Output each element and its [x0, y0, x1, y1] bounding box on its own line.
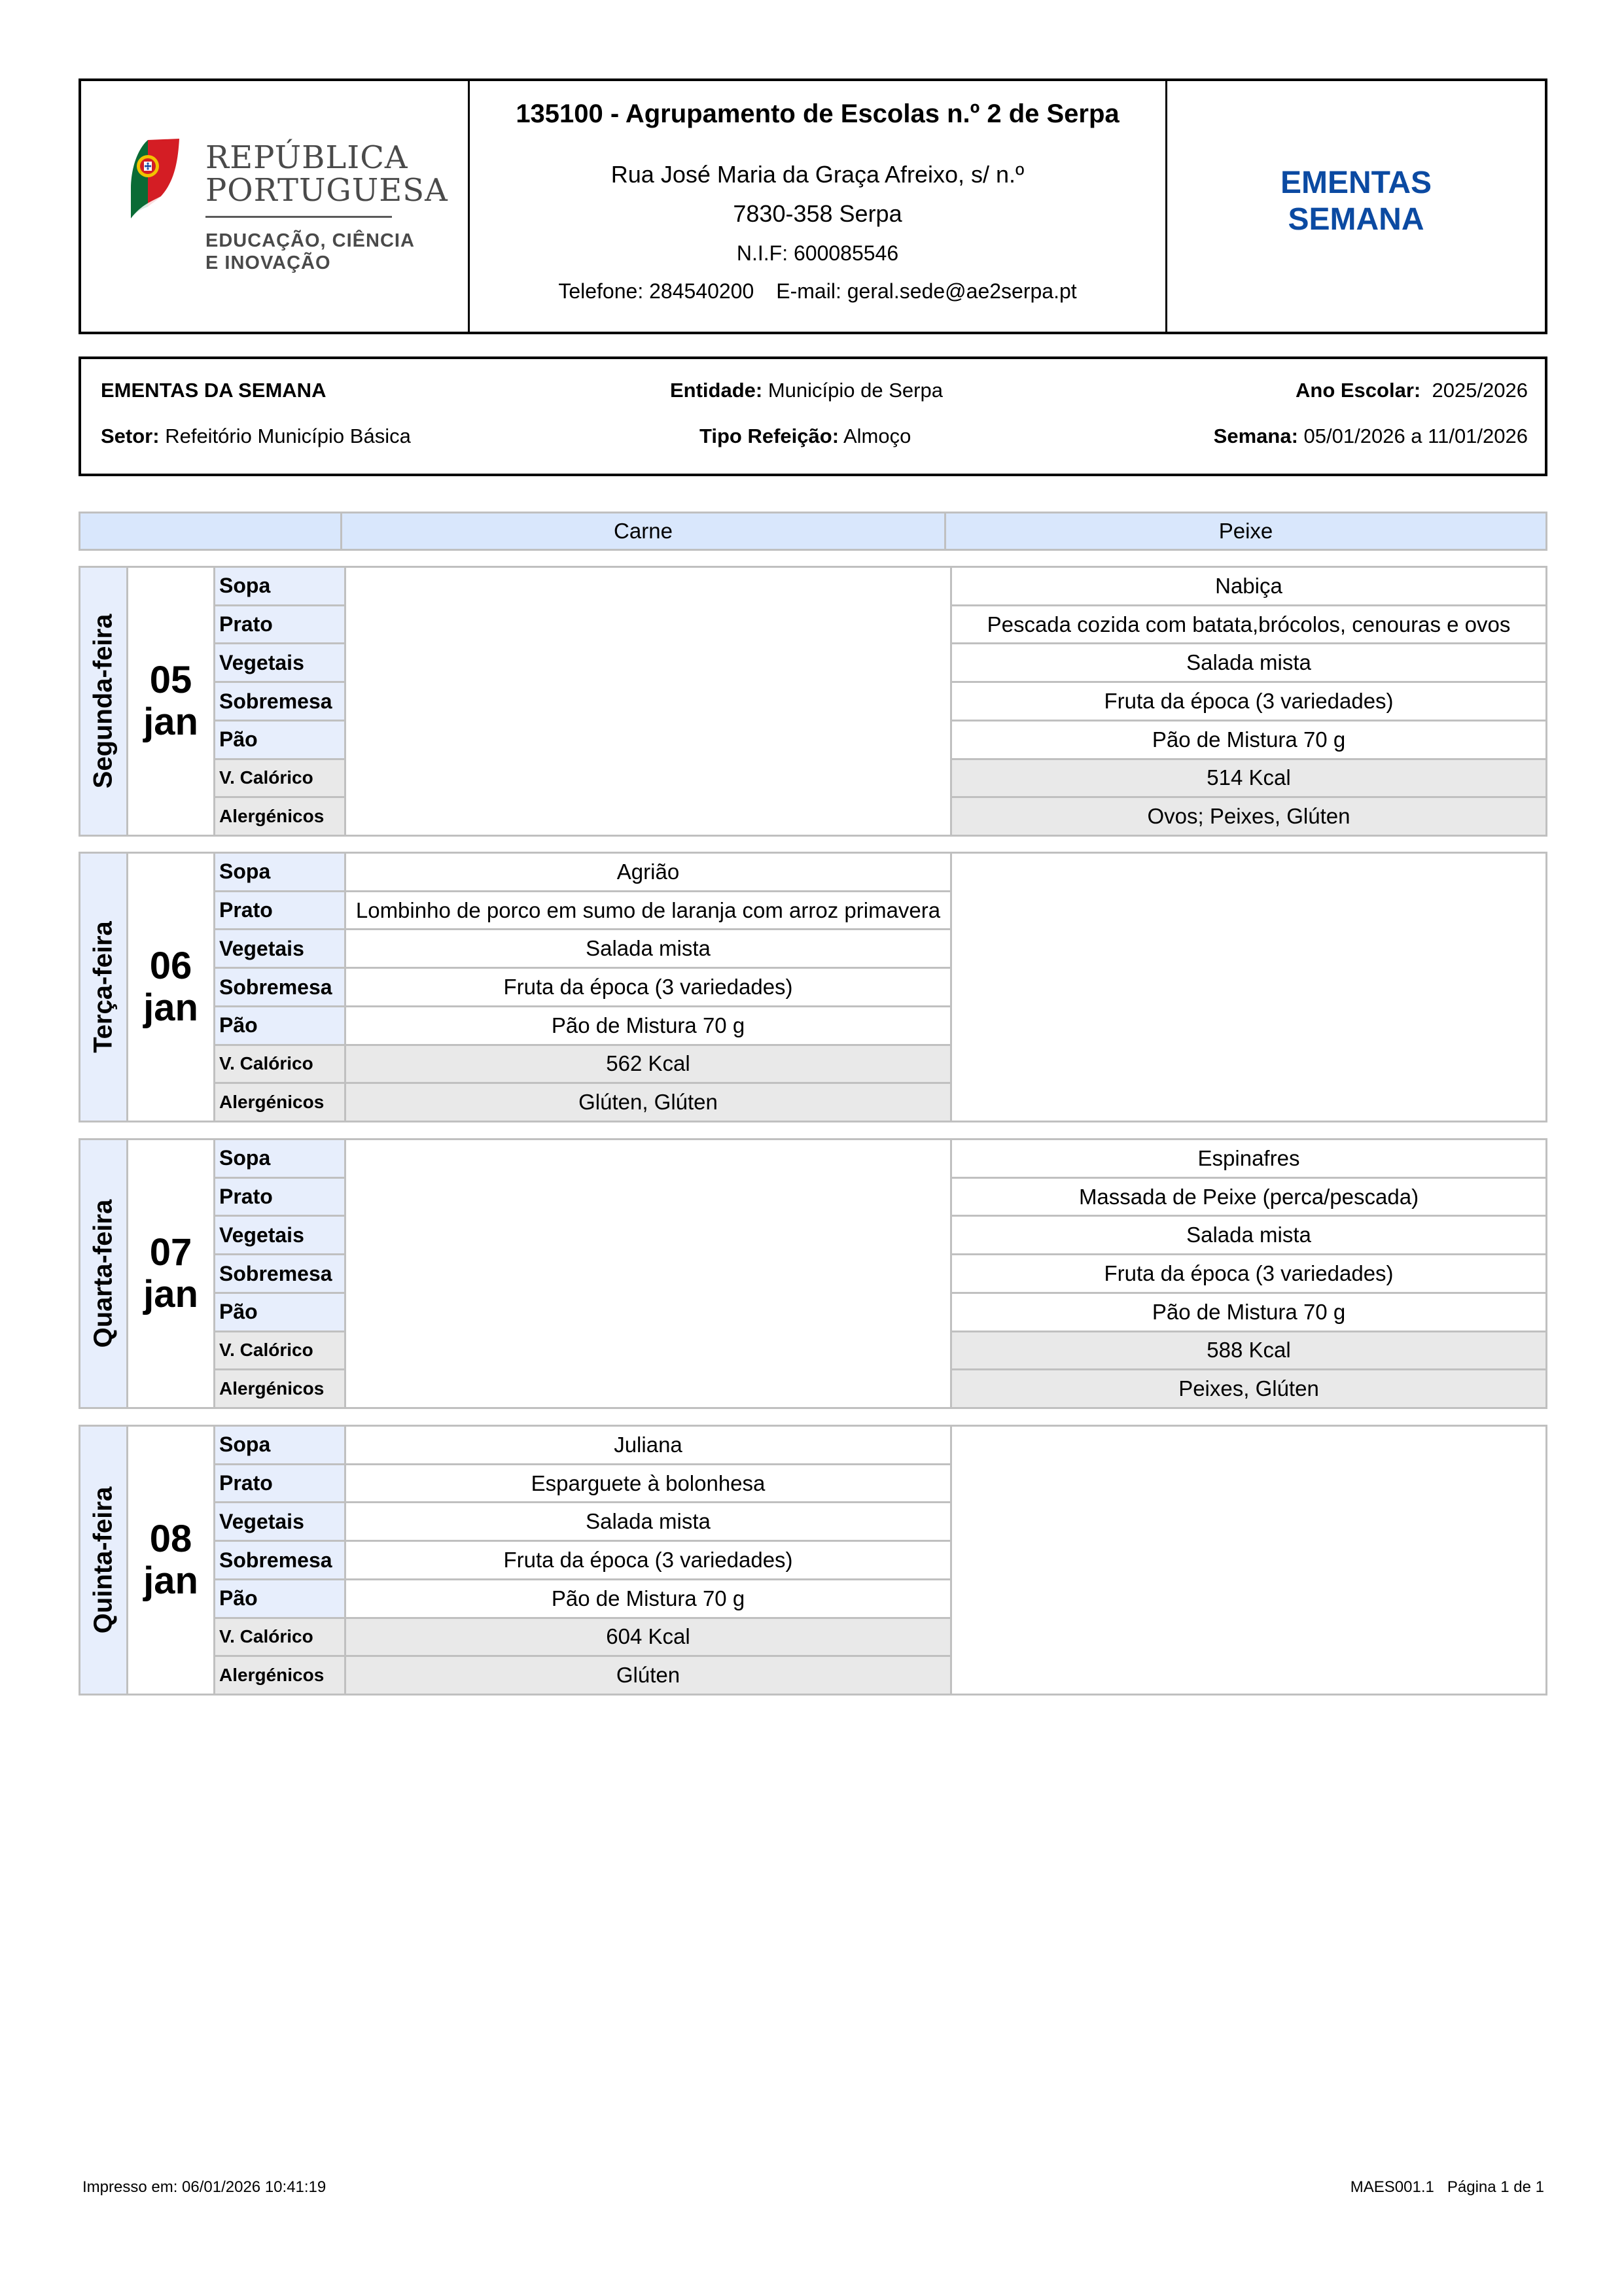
row-label: Pão — [215, 1580, 346, 1619]
school-address: Rua José Maria da Graça Afreixo, s/ n.º — [610, 161, 1025, 188]
peixe-menu-item: Espinafres — [952, 1140, 1545, 1179]
column-header-carne: Carne — [342, 512, 946, 551]
peixe-menu-item: Salada mista — [952, 644, 1545, 683]
row-labels — [215, 854, 346, 1121]
date-month: jan — [143, 1273, 198, 1315]
peixe-menu-item: Pescada cozida com batata,brócolos, cenouras e ovos — [952, 606, 1545, 645]
row-label: Alergénicos — [215, 1370, 346, 1407]
page-info — [1350, 2178, 1544, 2197]
row-label: Prato — [215, 606, 346, 645]
date-day: 08 — [149, 1518, 192, 1560]
peixe-menu-column — [952, 1140, 1545, 1407]
date-cell — [128, 854, 215, 1121]
row-label: V. Calórico — [215, 1619, 346, 1658]
date-month: jan — [143, 1559, 198, 1602]
logo-subtext-1: EDUCAÇÃO, CIÊNCIA — [205, 230, 415, 251]
semana-label: Semana: — [1213, 425, 1298, 447]
peixe-menu-item: Pão de Mistura 70 g — [952, 722, 1545, 760]
carne-menu-item: Salada mista — [346, 1503, 950, 1542]
document-title — [1280, 165, 1432, 238]
peixe-menu-item: Ovos; Peixes, Glúten — [952, 798, 1545, 835]
school-postal-code: 7830-358 Serpa — [733, 200, 902, 227]
tipo-label: Tipo Refeição: — [699, 425, 839, 447]
row-label: Pão — [215, 722, 346, 760]
row-label: Pão — [215, 1007, 346, 1046]
row-label: Alergénicos — [215, 798, 346, 835]
row-label: Alergénicos — [215, 1657, 346, 1694]
row-label: Prato — [215, 892, 346, 931]
weekday-label: Quarta-feira — [88, 1199, 118, 1348]
carne-menu-item: 604 Kcal — [346, 1619, 950, 1658]
day-block — [79, 566, 1547, 837]
menu-info-box — [79, 357, 1547, 476]
carne-menu-column — [346, 1140, 952, 1407]
ano-label: Ano Escolar: — [1296, 379, 1421, 402]
column-header-peixe: Peixe — [946, 512, 1547, 551]
row-label: Sopa — [215, 854, 346, 892]
carne-menu-item: 562 Kcal — [346, 1046, 950, 1085]
weekday-label: Segunda-feira — [88, 614, 118, 789]
row-label: Alergénicos — [215, 1084, 346, 1121]
row-labels — [215, 568, 346, 835]
carne-menu-item: Pão de Mistura 70 g — [346, 1580, 950, 1619]
carne-menu-item: Glúten — [346, 1657, 950, 1694]
setor-label: Setor: — [101, 425, 160, 447]
row-label: Sobremesa — [215, 1255, 346, 1294]
row-labels — [215, 1427, 346, 1694]
date-day: 05 — [149, 659, 192, 701]
row-label: Pão — [215, 1294, 346, 1332]
weekday-label: Quinta-feira — [88, 1486, 118, 1634]
printed-timestamp: Impresso em: 06/01/2026 10:41:19 — [82, 2178, 327, 2196]
logo-text-republica: REPÚBLICA — [205, 139, 408, 176]
row-labels — [215, 1140, 346, 1407]
day-block — [79, 852, 1547, 1122]
logo-text-portuguesa: PORTUGUESA — [205, 172, 448, 209]
row-label: Sopa — [215, 1140, 346, 1179]
peixe-menu-column — [952, 1427, 1545, 1694]
peixe-menu-item: 588 Kcal — [952, 1332, 1545, 1371]
logo-area — [81, 81, 470, 332]
document-title-line1: EMENTAS — [1280, 165, 1432, 200]
carne-menu-item: Pão de Mistura 70 g — [346, 1007, 950, 1046]
row-label: Vegetais — [215, 644, 346, 683]
info-ano-escolar — [1296, 379, 1528, 402]
school-contacts — [470, 279, 1165, 304]
school-name: 135100 - Agrupamento de Escolas n.º 2 de Serpa — [516, 99, 1120, 128]
peixe-menu-item: Fruta da época (3 variedades) — [952, 1255, 1545, 1294]
weekday-label: Terça-feira — [88, 921, 118, 1053]
peixe-menu-item: Massada de Peixe (perca/pescada) — [952, 1179, 1545, 1217]
carne-menu-item: Fruta da época (3 variedades) — [346, 1542, 950, 1580]
carne-menu-column — [346, 854, 952, 1121]
logo-subtext-2: E INOVAÇÃO — [205, 252, 331, 273]
school-info — [470, 81, 1167, 332]
logo-divider — [205, 216, 392, 218]
row-label: Sobremesa — [215, 683, 346, 722]
entidade-value: Município de Serpa — [768, 379, 943, 402]
date-month: jan — [143, 701, 198, 743]
row-label: Vegetais — [215, 1503, 346, 1542]
carne-menu-item: Glúten, Glúten — [346, 1084, 950, 1121]
info-heading: EMENTAS DA SEMANA — [101, 379, 327, 402]
row-label: V. Calórico — [215, 760, 346, 799]
carne-menu-item: Fruta da época (3 variedades) — [346, 969, 950, 1007]
document-title-line2: SEMANA — [1288, 201, 1424, 237]
day-block — [79, 1425, 1547, 1696]
setor-value: Refeitório Município Básica — [165, 425, 411, 447]
weekday-cell — [80, 854, 128, 1121]
entidade-label: Entidade: — [670, 379, 763, 402]
ano-value: 2025/2026 — [1432, 379, 1528, 402]
peixe-menu-column — [952, 854, 1545, 1121]
page-number: Página 1 de 1 — [1447, 2178, 1544, 2196]
weekday-cell — [80, 568, 128, 835]
info-setor — [101, 425, 411, 448]
info-semana — [1214, 425, 1528, 448]
peixe-menu-item: Peixes, Glúten — [952, 1370, 1545, 1407]
school-phone: Telefone: 284540200 — [558, 279, 754, 303]
day-block — [79, 1138, 1547, 1409]
carne-menu-item: Juliana — [346, 1427, 950, 1465]
document-header — [79, 78, 1547, 334]
row-label: Sopa — [215, 1427, 346, 1465]
date-cell — [128, 1140, 215, 1407]
row-label: Vegetais — [215, 930, 346, 969]
row-label: Prato — [215, 1465, 346, 1504]
info-tipo-refeicao — [699, 425, 911, 448]
school-email: E-mail: geral.sede@ae2serpa.pt — [776, 279, 1077, 303]
row-label: V. Calórico — [215, 1046, 346, 1085]
peixe-menu-item: Fruta da época (3 variedades) — [952, 683, 1545, 722]
weekday-cell — [80, 1427, 128, 1694]
info-entidade — [670, 379, 943, 402]
date-cell — [128, 568, 215, 835]
row-label: Sopa — [215, 568, 346, 606]
date-day: 07 — [149, 1231, 192, 1274]
portuguese-flag-logo-icon — [128, 136, 181, 221]
column-header-blank — [79, 512, 342, 551]
school-nif: N.I.F: 600085546 — [736, 241, 899, 265]
date-month: jan — [143, 986, 198, 1029]
carne-menu-item: Lombinho de porco em sumo de laranja com arroz primavera — [346, 892, 950, 931]
carne-menu-item: Esparguete à bolonhesa — [346, 1465, 950, 1504]
peixe-menu-item: 514 Kcal — [952, 760, 1545, 799]
carne-menu-column — [346, 1427, 952, 1694]
semana-value: 05/01/2026 a 11/01/2026 — [1303, 425, 1528, 447]
date-cell — [128, 1427, 215, 1694]
row-label: Sobremesa — [215, 1542, 346, 1580]
carne-menu-column — [346, 568, 952, 835]
carne-menu-item: Salada mista — [346, 930, 950, 969]
peixe-menu-item: Pão de Mistura 70 g — [952, 1294, 1545, 1332]
row-label: Vegetais — [215, 1217, 346, 1255]
tipo-value: Almoço — [843, 425, 911, 447]
row-label: Prato — [215, 1179, 346, 1217]
date-day: 06 — [149, 945, 192, 987]
peixe-menu-item: Salada mista — [952, 1217, 1545, 1255]
row-label: V. Calórico — [215, 1332, 346, 1371]
document-title-area — [1167, 81, 1545, 332]
document-code: MAES001.1 — [1350, 2178, 1434, 2196]
peixe-menu-column — [952, 568, 1545, 835]
carne-menu-item: Agrião — [346, 854, 950, 892]
menu-column-header — [79, 512, 1547, 551]
weekday-cell — [80, 1140, 128, 1407]
peixe-menu-item: Nabiça — [952, 568, 1545, 606]
row-label: Sobremesa — [215, 969, 346, 1007]
